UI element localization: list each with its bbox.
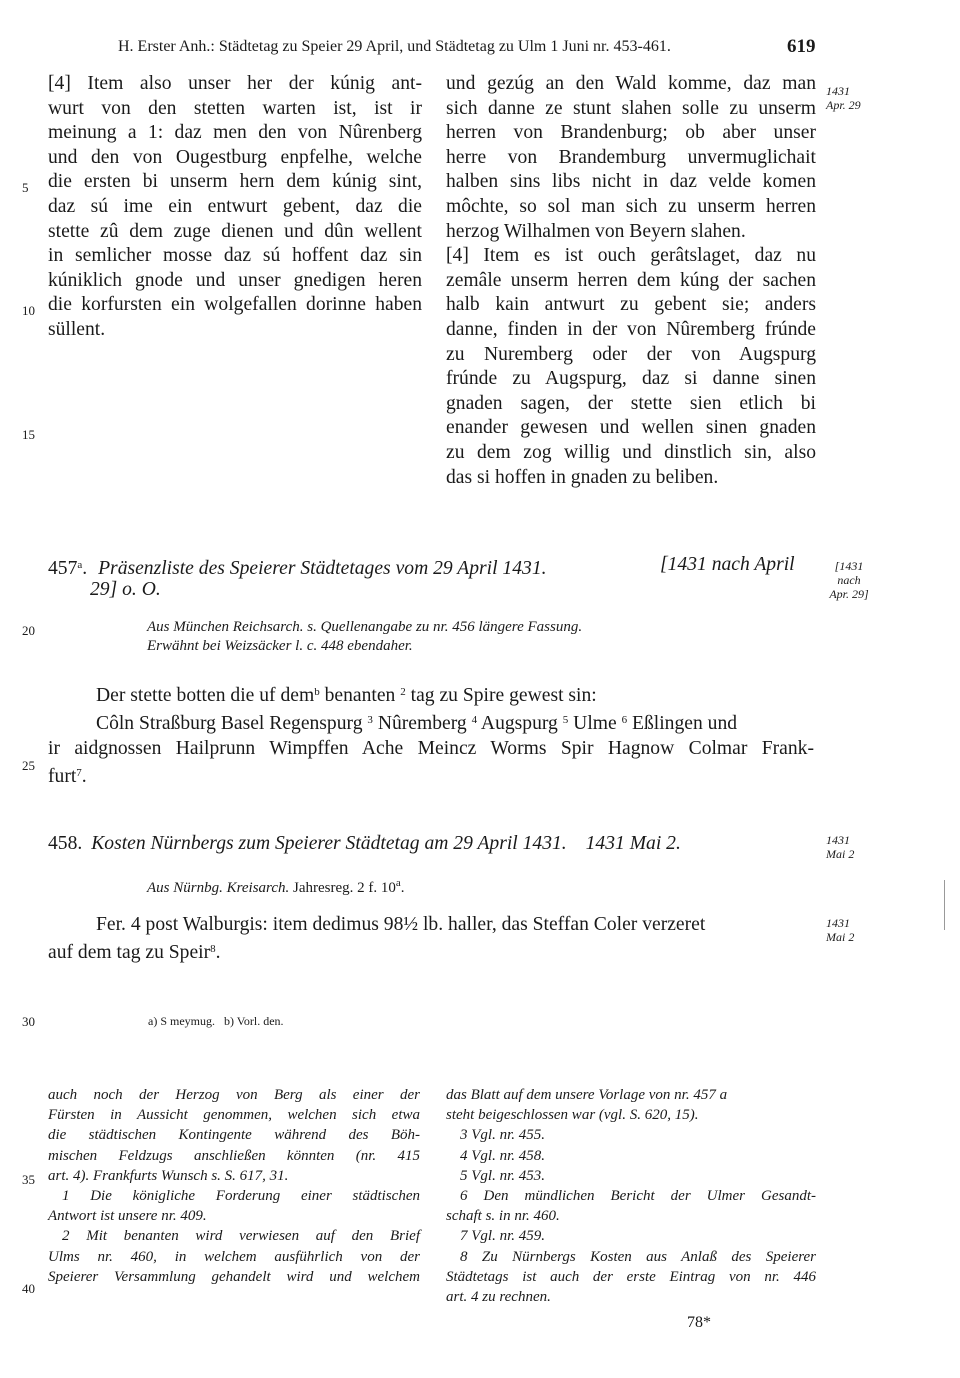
line-number: 20 xyxy=(22,623,35,638)
line-number: 30 xyxy=(22,1014,35,1029)
footnote-line: Antwort ist unsere nr. 409. xyxy=(48,1208,207,1225)
page-number: 619 xyxy=(787,36,816,57)
text-line: [4] Item es ist ouch gerâtslaget, daz nu xyxy=(446,245,816,267)
text-line: das si hoffen in gnaden zu beliben. xyxy=(446,466,719,488)
text-line: halben sins libs nicht in daz velde komen xyxy=(446,171,816,193)
footnote-line: 8 Zu Nürnbergs Kosten aus Anlaß des Speierer xyxy=(460,1248,816,1265)
section-number: 458. xyxy=(48,833,83,854)
body-text: Augspurg xyxy=(480,713,558,734)
section-date: 1431 Mai 2. xyxy=(585,833,681,854)
body-text: furt xyxy=(48,766,77,787)
margin-day: Mai 2 xyxy=(826,847,855,861)
text-line: sich danne ze stunt slahen solle zu unserm xyxy=(446,97,816,119)
text-line: wurt von den stetten warten ist, ist ir xyxy=(48,97,422,119)
text-line: danne, finden in der von Nûremberg frúnde xyxy=(446,318,816,340)
right-column xyxy=(446,72,816,490)
section-heading-457a xyxy=(48,553,818,581)
footnote-line: auch noch der Herzog von Berg als einer der xyxy=(48,1087,420,1103)
text-line: daz sú ime ein entwurt gebent, daz die xyxy=(48,195,422,217)
note-ref: 2 xyxy=(400,686,406,698)
note-ref: 8 xyxy=(210,943,216,955)
text-line: frúnde zu Augspurg, daz si danne sinen xyxy=(446,368,816,390)
text-line: süllent. xyxy=(48,318,106,340)
body-text: . xyxy=(215,942,221,963)
margin-date xyxy=(820,559,878,601)
section-date: [1431 nach April xyxy=(660,554,795,575)
running-head: H. Erster Anh.: Städtetag zu Speier 29 April, und Städtetag zu Ulm 1 Juni nr. 453-461. xyxy=(118,38,671,55)
body-line xyxy=(48,937,814,965)
footnote-line: Fürsten in Aussicht genommen, welchen sich etwa xyxy=(48,1107,420,1124)
body-line xyxy=(48,912,814,937)
footnote-line: Ulms nr. 460, in welchem ausführlich von der xyxy=(48,1248,420,1265)
footnote-line: 6 Den mündlichen Bericht der Ulmer Gesandt- xyxy=(460,1188,816,1205)
margin-year: 1431 xyxy=(826,833,850,847)
text-line: stette zû dem zuge dienen und dûn wellent xyxy=(48,220,422,242)
body-text: Fer. 4 post Walburgis: item dedimus 98½ lb. haller, das Steffan Coler verzeret xyxy=(96,914,706,935)
footnote-line: die städtischen Kontingente während des Böh- xyxy=(48,1127,420,1144)
source-ref: Jahresreg. 2 f. 10 xyxy=(292,880,396,896)
footnote-line: schaft s. in nr. 460. xyxy=(446,1208,560,1225)
body-text: Ulme xyxy=(573,713,617,734)
section-date-cont: 29] o. O. xyxy=(90,579,161,600)
margin-day: Mai 2 xyxy=(826,930,855,944)
footnote-line: Speierer Versammlung gehandelt wird und welchem xyxy=(48,1268,420,1285)
section-body-457a xyxy=(48,680,814,789)
note-ref: 7 xyxy=(76,767,82,779)
margin-year: 1431 xyxy=(826,84,850,98)
text-line: enander gewesen und wellen sinen gnaden xyxy=(446,417,816,439)
footnote-line: mischen Feldzugs anschließen könnten (nr. 415 xyxy=(48,1147,420,1164)
body-text: Côln Straßburg Basel Regenspurg xyxy=(96,713,363,734)
text-line: die ersten bi unserm hern dem kúnig sint, xyxy=(48,171,422,193)
body-line: ir aidgnossen Hailprunn Wimpffen Ache Meincz Worms Spir Hagnow Colmar Frank- xyxy=(48,738,814,759)
text-line: und den von Ougestburg enpfelhe, welche xyxy=(48,146,422,168)
text-critical-notes: a) S meymug. b) Vorl. den. xyxy=(148,1014,284,1028)
margin-year: [1431 xyxy=(834,559,864,573)
text-line: [4] Item also unser her der kúnig ant- xyxy=(48,73,422,94)
body-text: . xyxy=(81,766,87,787)
line-number: 15 xyxy=(22,427,35,442)
footnote-line: 3 Vgl. nr. 455. xyxy=(460,1127,546,1144)
left-column xyxy=(48,72,422,343)
text-line: die korfursten ein wolgefallen dorinne haben xyxy=(48,294,422,316)
footnote-line: das Blatt auf dem unsere Vorlage von nr. 457 a xyxy=(446,1087,728,1103)
footnote-line: steht beigeschlossen war (vgl. S. 620, 15). xyxy=(446,1107,699,1124)
text-line: meinung a 1: daz men den von Nûrenberg xyxy=(48,122,422,144)
margin-date xyxy=(826,916,886,944)
text-line: zemâle unserm herren dem kúng der sachen xyxy=(446,269,816,291)
body-text: benanten xyxy=(324,685,396,706)
line-number: 10 xyxy=(22,303,35,318)
body-line xyxy=(48,761,814,789)
note-ref: 3 xyxy=(367,714,373,726)
margin-date xyxy=(826,84,886,112)
source-end: . xyxy=(400,880,405,896)
number-sup: a xyxy=(77,559,83,571)
text-line: kúniklich gnode und unser gnedigen heren xyxy=(48,269,422,291)
note-ref: a xyxy=(395,877,401,889)
number-text: 457 xyxy=(48,558,78,579)
section-number: 457$^a$. xyxy=(48,558,88,579)
section-title: Kosten Nürnbergs zum Speierer Städtetag am 29 April 1431. xyxy=(91,833,567,854)
line-number: 35 xyxy=(22,1172,35,1187)
margin-year: 1431 xyxy=(826,916,850,930)
note-ref: b xyxy=(314,686,320,698)
body-text: Der stette botten die uf dem xyxy=(96,685,315,706)
line-number: 40 xyxy=(22,1281,35,1296)
section-title: Präsenzliste des Speierer Städtetages vom 29 April 1431. xyxy=(98,558,547,579)
text-line: herre von Brandemburg unvermuglichait xyxy=(446,146,816,168)
line-number: 5 xyxy=(22,180,29,195)
source-line xyxy=(147,874,405,898)
source-line: Erwähnt bei Weizsäcker l. c. 448 ebendaher. xyxy=(147,638,413,654)
margin-day: Apr. 29] xyxy=(829,587,869,601)
text-line: und gezúg an den Wald komme, daz man xyxy=(446,73,816,94)
note-ref: 4 xyxy=(471,714,478,726)
body-text: Eßlingen und xyxy=(632,713,738,734)
section-heading-458 xyxy=(48,832,818,856)
footnote-line: 4 Vgl. nr. 458. xyxy=(460,1147,546,1164)
body-line xyxy=(48,680,814,708)
margin-date xyxy=(826,833,886,861)
footnote-line: 7 Vgl. nr. 459. xyxy=(460,1228,546,1245)
text-line: herzog Wilhalmen von Beyern slahen. xyxy=(446,220,746,242)
body-text: tag zu Spire gewest sin: xyxy=(410,685,597,706)
note-ref: 5 xyxy=(562,714,569,726)
text-line: gnaden sagen, der stette sien etlich bi xyxy=(446,392,816,414)
footnotes-right xyxy=(446,1085,816,1307)
text-line: zu dem zog willig und dinstlich sin, also xyxy=(446,441,816,463)
line-number: 25 xyxy=(22,758,35,773)
text-line: môchte, so sol man sich zu unserm herren xyxy=(446,195,816,217)
margin-mid: nach xyxy=(837,573,861,587)
body-text: auf dem tag zu Speir xyxy=(48,942,211,963)
body-line xyxy=(48,708,814,736)
footnote-line: art. 4). Frankfurts Wunsch s. S. 617, 31. xyxy=(48,1167,289,1184)
margin-day: Apr. 29 xyxy=(826,98,861,112)
footnote-line: 1 Die königliche Forderung einer städtischen xyxy=(62,1188,420,1205)
text-line: in semlicher mosse daz sú hoffent daz sin xyxy=(48,245,422,267)
footnote-line: 5 Vgl. nr. 453. xyxy=(460,1167,546,1184)
footnote-line: 2 Mit benanten wird verwiesen auf den Brief xyxy=(62,1228,420,1245)
footnotes-left xyxy=(48,1085,420,1287)
text-line: zu Nuremberg oder der von Augspurg xyxy=(446,343,816,365)
text-line: halb kain antwurt zu gebent sie; anders xyxy=(446,294,816,316)
sheet-signature: 78* xyxy=(687,1314,711,1331)
footnote-line: art. 4 zu rechnen. xyxy=(446,1289,551,1306)
footnote-line: Städtetags ist auch der erste Eintrag von nr. 446 xyxy=(446,1268,816,1285)
source-line: Aus München Reichsarch. s. Quellenangabe zu nr. 456 längere Fassung. xyxy=(147,619,583,635)
source-archive: Aus Nürnbg. Kreisarch. xyxy=(147,880,290,896)
note-ref: 6 xyxy=(621,714,628,726)
section-body-458 xyxy=(48,912,814,965)
body-text: Nûremberg xyxy=(377,713,467,734)
scan-mark xyxy=(944,880,945,930)
text-line: herren von Brandenburg; ob aber unser xyxy=(446,122,816,144)
